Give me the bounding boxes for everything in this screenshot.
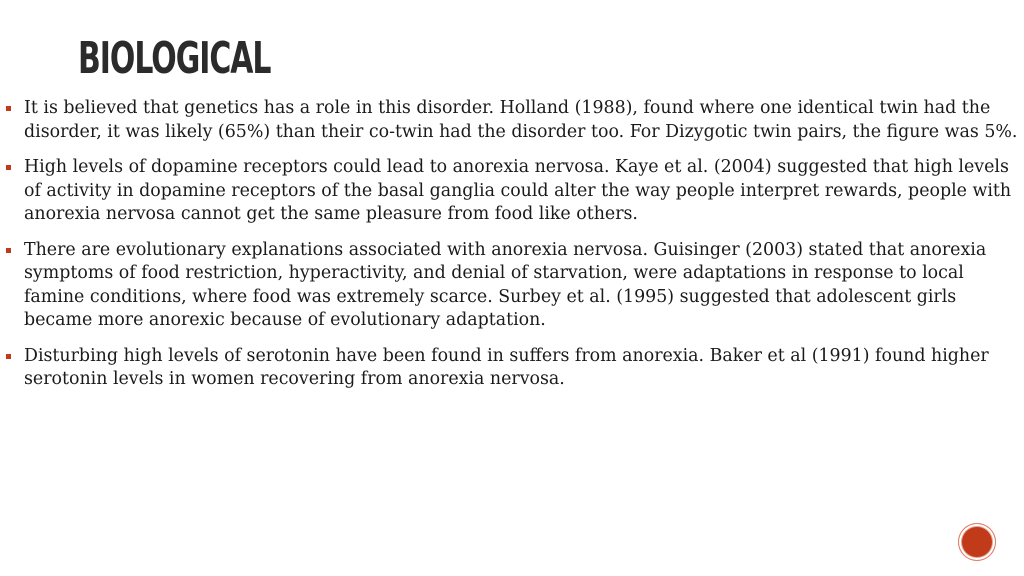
bullet-item [6, 345, 1018, 392]
bullet-item [6, 239, 1018, 333]
slide-title: BIOLOGICAL [78, 33, 271, 84]
bullet-item [6, 97, 1018, 144]
bullet-text: There are evolutionary explanations associated with anorexia nervosa. Guisinger (2003) stated that anorexia symptoms of food restriction, hyperactivity, and denial of starvation, were adaptations in response to local famine conditions, where food was extremely scarce. Surbey et al. (1995) suggested that adolescent girls became more anorexic because of evolutionary adaptation. [24, 239, 987, 330]
bullet-item [6, 156, 1018, 227]
bullet-list [6, 97, 1018, 404]
bullet-square-icon [6, 106, 11, 111]
bullet-text: High levels of dopamine receptors could lead to anorexia nervosa. Kaye et al. (2004) suggested that high levels of activity in dopamine receptors of the basal ganglia could alter the way people interpret rewards, people with anorexia nervosa cannot get the same pleasure from food like others. [24, 157, 1012, 224]
bullet-square-icon [6, 354, 11, 359]
bullet-square-icon [6, 248, 11, 253]
bullet-text: It is believed that genetics has a role in this disorder. Holland (1988), found where one identical twin had the disorder, it was likely (65%) than their co-twin had the disorder too. For Dizygotic twin pairs, the figure was 5%. [24, 98, 1018, 142]
bullet-text: Disturbing high levels of serotonin have been found in suffers from anorexia. Baker et al (1991) found higher serotonin levels in women recovering from anorexia nervosa. [24, 345, 989, 389]
bullet-square-icon [6, 165, 11, 170]
circle-nav-icon[interactable] [958, 523, 996, 561]
